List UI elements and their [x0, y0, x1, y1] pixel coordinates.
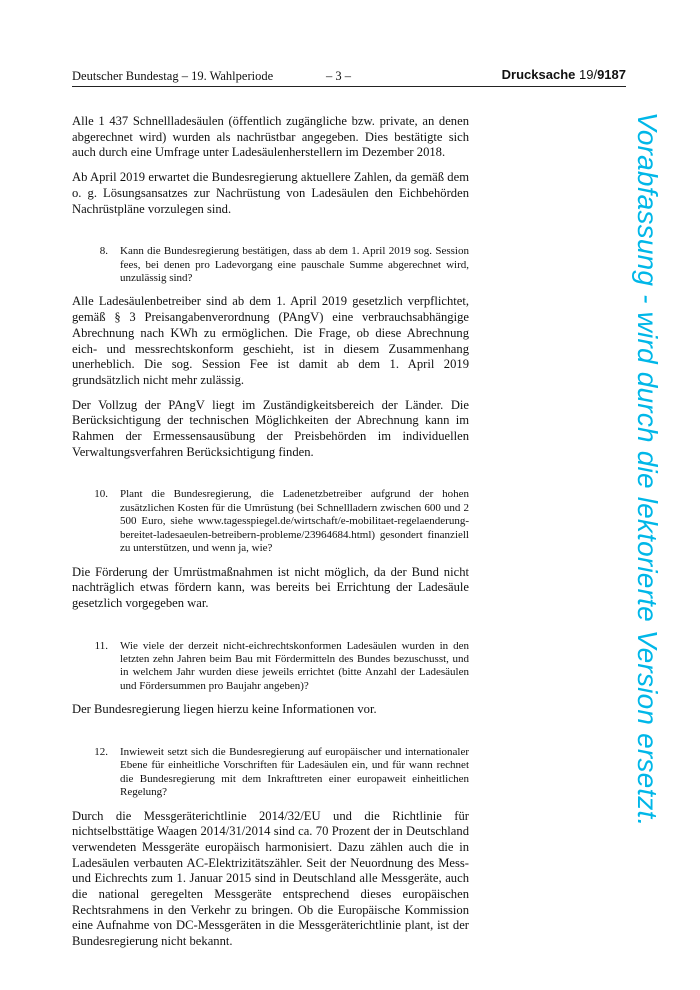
draft-watermark: Vorabfassung - wird durch die lektorierte Version ersetzt.	[632, 112, 663, 827]
answer-paragraph: Der Vollzug der PAngV liegt im Zuständigkeitsbereich der Länder. Die Berücksichtigung der technischen Möglichkeiten der Abrechnung kann im Rahmen der Ermessensausübung der Preisbehörden im individuellen Verwaltungsverfahren Berücksichtigung finden.	[72, 397, 469, 459]
page-number: – 3 –	[326, 69, 351, 83]
question-text: Kann die Bundesregierung bestätigen, dass ab dem 1. April 2019 sog. Session fees, bei denen pro Ladevorgang eine pauschale Summe abgerechnet wird, unzulässig sind?	[120, 245, 469, 285]
question-text: Plant die Bundesregierung, die Ladenetzbetreiber aufgrund der hohen zusätzlichen Kosten für die Umrüstung (bei Schnellladern zwischen 600 und 2 500 Euro, siehe www.tagesspiegel.de/wirtschaft/e-mobilitaet-regelaenderung-bereitet-ladesaeulen-betreibern-probleme/23964684.html) gesondert finanziell zu unterstützen, und wenn ja, wie?	[120, 488, 469, 555]
answer-paragraph: Ab April 2019 erwartet die Bundesregierung aktuellere Zahlen, da gemäß dem o. g. Lösungsansatzes zur Nachrüstung von Ladesäulen den Eichbehörden Nachrüstpläne vorzulegen sind.	[72, 170, 469, 216]
question-number: 10.	[94, 488, 108, 501]
question-item	[72, 746, 469, 800]
header-rule	[72, 86, 626, 87]
answer-paragraph: Alle 1 437 Schnellladesäulen (öffentlich zugängliche bzw. private, an denen abgerechnet wird) wurden als nachrüstbar angegeben. Dies bestätigte sich auch durch eine Umfrage unter Ladesäulenherstellern im Dezember 2018.	[72, 114, 469, 160]
document-id	[502, 66, 626, 84]
page-header	[72, 67, 626, 87]
question-text: Wie viele der derzeit nicht-eichrechtskonformen Ladesäulen wurden in den letzten zehn Jahren beim Bau mit Fördermitteln des Bundes bezuschusst, und in welchem Jahr wurden diese jeweils errichtet (bitte Anzahl der Ladesäulen und Fördersummen pro Baujahr angeben)?	[120, 639, 469, 692]
document-number-prefix: 19/	[579, 67, 598, 82]
answer-paragraph: Durch die Messgeräterichtlinie 2014/32/EU und die Richtlinie für nichtselbsttätige Waagen 2014/31/2014 sind ca. 70 Prozent der in Deutschland verwendeten Messgeräte europäisch harmonisiert. Dazu zählen auch die in Ladesäulen verbauten AC-Elektrizitätszähler. Seit der Neuordnung des Mess- und Eichrechts zum 1. Januar 2015 sind in Deutschland alle Messgeräte, auch die national geregelten Messgeräte entsprechend dieses europäischen Rechtsrahmens in den Verkehr zu bringen. Ob die Europäische Kommission eine Aufnahme von DC-Messgeräten in die Messgeräterichtlinie plant, ist der Bundesregierung nicht bekannt.	[72, 808, 469, 949]
question-item	[72, 488, 469, 555]
question-item	[72, 640, 469, 694]
question-item	[72, 245, 469, 285]
parliament-period: Deutscher Bundestag – 19. Wahlperiode	[72, 69, 274, 83]
answer-paragraph: Alle Ladesäulenbetreiber sind ab dem 1. April 2019 gesetzlich verpflichtet, gemäß § 3 Preisangabenverordnung (PAngV) eine verbrauchsabhängige Abrechnung nach KWh zu ermöglichen. Die Frage, ob diese Abrechnung eich- und messrechtskonform geschieht, ist in diesem Zusammenhang unerheblich. Die sog. Session Fee ist damit ab dem 1. April 2019 grundsätzlich nicht mehr zulässig.	[72, 294, 469, 387]
document-number: 9187	[597, 67, 626, 82]
document-body	[72, 114, 469, 959]
question-text: Inwieweit setzt sich die Bundesregierung auf europäischer und internationaler Ebene für einheitliche Vorschriften für Ladesäulen ein, und für wann rechnet die Bundesregierung mit dem Inkrafttreten einer europaweit einheitlichen Regelung?	[120, 745, 469, 799]
question-number: 8.	[99, 245, 108, 258]
answer-paragraph: Der Bundesregierung liegen hierzu keine Informationen vor.	[72, 702, 377, 717]
question-number: 11.	[94, 639, 108, 652]
question-number: 12.	[94, 745, 108, 758]
answer-paragraph: Die Förderung der Umrüstmaßnahmen ist nicht möglich, da der Bund nicht nachträglich etwas fördern kann, was bereits bei Errichtung der Ladesäule gesetzlich vorgegeben war.	[72, 564, 469, 610]
document-label: Drucksache	[501, 67, 576, 82]
